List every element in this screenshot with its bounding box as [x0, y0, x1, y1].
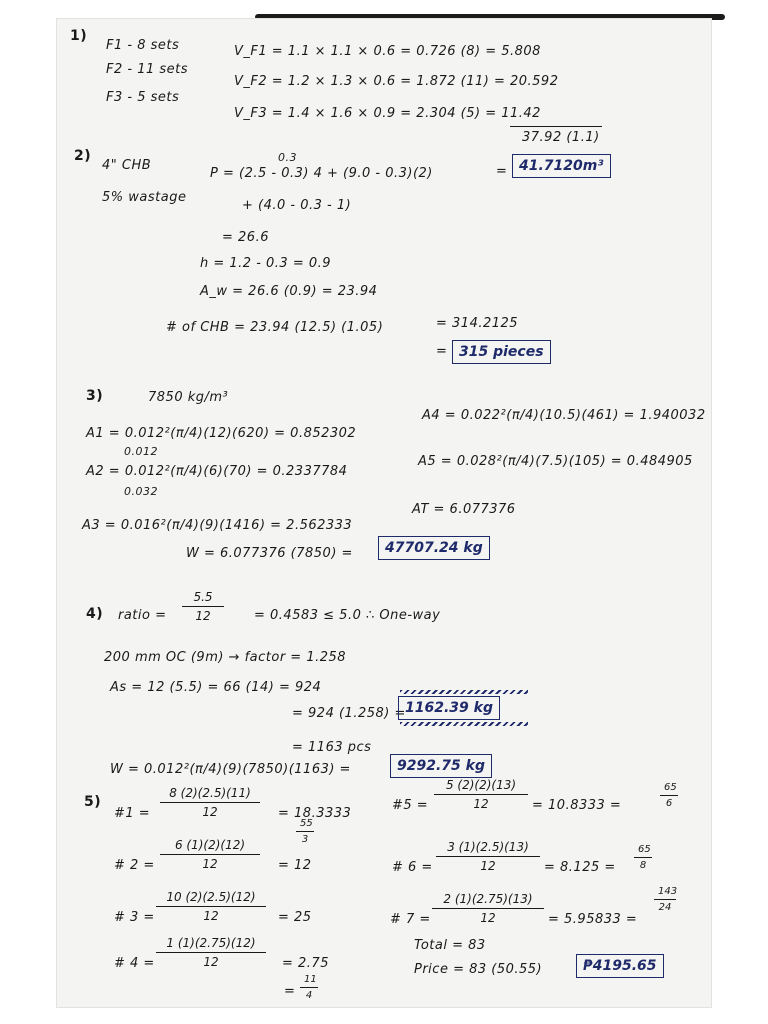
bar-count: = 1163 pcs	[292, 740, 372, 755]
item-2-result: = 12	[278, 858, 312, 873]
answer-3-box: 47707.24 kg	[378, 536, 490, 560]
item-1-denominator: 12	[202, 805, 218, 819]
item-5-denominator: 12	[473, 797, 489, 811]
ratio-denominator: 12	[195, 609, 211, 623]
item-7-simplified-den: 24	[658, 902, 672, 913]
footing-f1: F1 - 8 sets	[106, 38, 180, 53]
answer-2b-box: 315 pieces	[452, 340, 551, 364]
area-total: AT = 6.077376	[412, 502, 516, 517]
footing-f2: F2 - 11 sets	[106, 62, 189, 77]
problem-4-number: 4)	[86, 606, 104, 622]
item-4-numerator: 1 (1)(2.75)(12)	[156, 936, 266, 953]
area-a5: A5 = 0.028²(π/4)(7.5)(105) = 0.484905	[418, 454, 693, 469]
item-1-label: #1 =	[114, 806, 151, 821]
item-4-fraction	[156, 936, 266, 969]
item-7-simplified	[654, 886, 676, 913]
item-1-simplified-den: 3	[301, 834, 309, 845]
item-4-denominator: 12	[203, 955, 219, 969]
item-5-numerator: 5 (2)(2)(13)	[434, 778, 528, 795]
answer-2b-equals: =	[436, 344, 448, 359]
item-7-label: # 7 =	[390, 912, 431, 927]
area-a2-note: 0.032	[124, 485, 158, 498]
item-6-simplified-den: 8	[639, 860, 647, 871]
item-7-fraction	[432, 892, 544, 925]
item-2-denominator: 12	[202, 857, 218, 871]
item-1-simplified	[296, 818, 314, 845]
item-7-result: = 5.95833 =	[548, 912, 638, 927]
item-6-simplified	[634, 844, 652, 871]
steel-area: As = 12 (5.5) = 66 (14) = 924	[110, 680, 322, 695]
item-6-denominator: 12	[480, 859, 496, 873]
item-4-simplified-den: 4	[305, 990, 313, 1001]
item-5-simplified	[660, 782, 678, 809]
superscript-value: 0.3	[278, 151, 297, 164]
item-7-denominator: 12	[480, 911, 496, 925]
item-6-label: # 6 =	[392, 860, 433, 875]
item-4-simplified-num: 11	[300, 974, 318, 988]
handwritten-solution-sheet	[56, 18, 712, 1008]
answer-2a-box: 41.7120m³	[512, 154, 611, 178]
chb-size: 4" CHB	[102, 158, 152, 173]
spacing-factor: 200 mm OC (9m) → factor = 1.258	[104, 650, 347, 665]
item-4-simplified	[300, 974, 318, 1001]
wastage: 5% wastage	[102, 190, 187, 205]
item-4-equals: =	[284, 984, 296, 999]
item-7-simplified-num: 143	[654, 886, 676, 900]
item-6-numerator: 3 (1)(2.5)(13)	[436, 840, 540, 857]
problem-3-number: 3)	[86, 388, 104, 404]
perimeter-value: = 26.6	[222, 230, 269, 245]
problem-2-number: 2)	[74, 148, 92, 164]
ratio-result: = 0.4583 ≤ 5.0 ∴ One-way	[254, 608, 441, 623]
total-count: Total = 83	[414, 938, 486, 953]
chb-count-value: = 314.2125	[436, 316, 519, 331]
ratio-fraction	[182, 590, 224, 623]
item-5-result: = 10.8333 =	[532, 798, 622, 813]
steel-area-adjusted: = 924 (1.258) =	[292, 706, 406, 721]
area-a4: A4 = 0.022²(π/4)(10.5)(461) = 1.940032	[422, 408, 706, 423]
item-6-result: = 8.125 =	[544, 860, 616, 875]
area-a1: A1 = 0.012²(π/4)(12)(620) = 0.852302	[86, 426, 357, 441]
ratio-label: ratio =	[118, 608, 167, 623]
chb-count: # of CHB = 23.94 (12.5) (1.05)	[166, 320, 384, 335]
item-3-denominator: 12	[203, 909, 219, 923]
item-5-simplified-den: 6	[665, 798, 673, 809]
perimeter-equation: P = (2.5 - 0.3) 4 + (9.0 - 0.3)(2)	[210, 166, 433, 181]
item-5-fraction	[434, 778, 528, 811]
item-2-label: # 2 =	[114, 858, 155, 873]
item-1-numerator: 8 (2)(2.5)(11)	[160, 786, 260, 803]
item-3-fraction	[156, 890, 266, 923]
item-1-simplified-num: 55	[296, 818, 314, 832]
item-7-numerator: 2 (1)(2.75)(13)	[432, 892, 544, 909]
answer-2a-equals: =	[496, 164, 508, 179]
item-2-numerator: 6 (1)(2)(12)	[160, 838, 260, 855]
item-4-result: = 2.75	[282, 956, 329, 971]
sum-line	[510, 126, 602, 127]
ratio-numerator: 5.5	[182, 590, 224, 607]
volume-f2: V_F2 = 1.2 × 1.3 × 0.6 = 1.872 (11) = 20.592	[234, 74, 559, 89]
height-equation: h = 1.2 - 0.3 = 0.9	[200, 256, 332, 271]
area-a1-note: 0.012	[124, 445, 158, 458]
footing-f3: F3 - 5 sets	[106, 90, 180, 105]
area-a3: A3 = 0.016²(π/4)(9)(1416) = 2.562333	[82, 518, 353, 533]
item-2-fraction	[160, 838, 260, 871]
item-6-fraction	[436, 840, 540, 873]
weight-equation: W = 6.077376 (7850) =	[186, 546, 353, 561]
answer-4b-box: 9292.75 kg	[390, 754, 492, 778]
area-a2: A2 = 0.012²(π/4)(6)(70) = 0.2337784	[86, 464, 348, 479]
item-3-numerator: 10 (2)(2.5)(12)	[156, 890, 266, 907]
item-4-label: # 4 =	[114, 956, 155, 971]
answer-5-box: ₱4195.65	[576, 954, 664, 978]
item-3-result: = 25	[278, 910, 312, 925]
steel-density: 7850 kg/m³	[148, 390, 229, 405]
item-3-label: # 3 =	[114, 910, 155, 925]
total-price-equation: Price = 83 (50.55)	[414, 962, 543, 977]
problem-5-number: 5)	[84, 794, 102, 810]
box-scribble-bottom	[400, 722, 528, 726]
item-5-label: #5 =	[392, 798, 429, 813]
item-1-fraction	[160, 786, 260, 819]
volume-f3: V_F3 = 1.4 × 1.6 × 0.9 = 2.304 (5) = 11.42	[234, 106, 541, 121]
item-1-result: = 18.3333	[278, 806, 352, 821]
perimeter-equation-cont: + (4.0 - 0.3 - 1)	[242, 198, 352, 213]
item-5-simplified-num: 65	[660, 782, 678, 796]
volume-f1: V_F1 = 1.1 × 1.1 × 0.6 = 0.726 (8) = 5.808	[234, 44, 541, 59]
wall-area: A_w = 26.6 (0.9) = 23.94	[200, 284, 378, 299]
volume-sum: 37.92 (1.1)	[522, 130, 600, 145]
box-scribble-top	[400, 690, 528, 694]
problem-1-number: 1)	[70, 28, 88, 44]
item-6-simplified-num: 65	[634, 844, 652, 858]
weight-4-equation: W = 0.012²(π/4)(9)(7850)(1163) =	[110, 762, 351, 777]
answer-4a-box: 1162.39 kg	[398, 696, 500, 720]
